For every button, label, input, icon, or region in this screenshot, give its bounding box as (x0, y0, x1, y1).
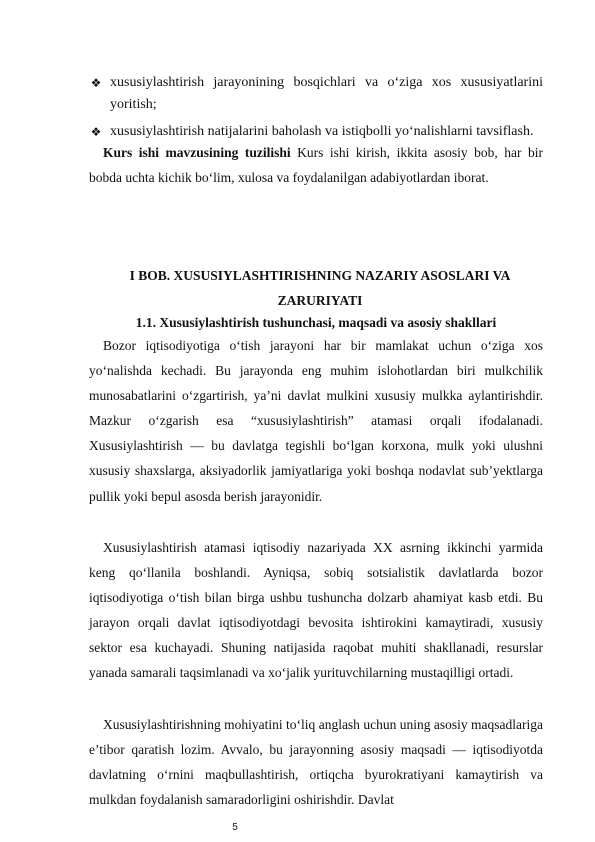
page-number: 5 (232, 822, 238, 833)
diamond-bullet-icon: ❖ (90, 76, 102, 90)
bullet-text: xususiylashtirish natijalarini baholash va istiqbolli yo‘nalishlarni tavsiflash. (110, 124, 534, 139)
chapter-title: I BOB. XUSUSIYLASHTIRISHNING NAZARIY ASOSLARI VA ZARURIYATI (129, 268, 511, 308)
bullet-text: xususiylashtirish jarayonining bosqichlari va o‘ziga xos xususiyatlarini (110, 75, 543, 90)
diamond-bullet-icon: ❖ (90, 125, 102, 139)
bullet-text-continuation: yoritish; (110, 97, 157, 112)
bullet-item (89, 72, 543, 116)
structure-paragraph (89, 140, 543, 190)
section-title: 1.1. Xususiylashtirish tushunchasi, maqsadi va asosiy shakllari (135, 315, 497, 330)
body-paragraph: Xususiylashtirish atamasi iqtisodiy nazariyada XX asrning ikkinchi yarmida keng qo‘llanila boshlandi. Ayniqsa, sobiq sotsialistik davlatlarda bozor iqtisodiyotiga o‘tish bilan birga ushbu tushuncha dolzarb ahamiyat kasb etdi. Bu jarayon orqali davlat iqtisodiyotdagi bevosita ishtirokini kamaytiradi, xususiy sektor esa kuchayadi. Shuning natijasida raqobat muhiti shakllanadi, resurslar yanada samarali taqsimlanadi va xo‘jalik yurituvchilarning mustaqilligi ortadi. (89, 540, 543, 681)
body-paragraph: Xususiylashtirishning mohiyatini to‘liq anglash uchun uning asosiy maqsadlariga e’tibor qaratish lozim. Avvalo, bu jarayonning asosiy maqsadi — iqtisodiyotda davlatning o‘rnini maqbullashtirish, ortiqcha byurokratiyani kamaytirish va mulkdan foydalanish samaradorligini oshirishdir. Davlat (89, 717, 543, 808)
structure-text: Kurs ishi kirish, ikkita asosiy bob, har bir bobda uchta kichik bo‘lim, xulosa va foydalanilgan adabiyotlardan iborat. (89, 145, 544, 186)
structure-label: Kurs ishi mavzusining tuzilishi (103, 145, 291, 160)
body-paragraph: Bozor iqtisodiyotiga o‘tish jarayoni har bir mamlakat uchun o‘ziga xos yo‘nalishda kechadi. Bu jarayonda eng muhim islohotlardan biri mulkchilik munosabatlarini o‘zgartirish, ya’ni davlat mulkini xususiy mulkka aylantirishdir. Mazkur o‘zgarish esa “xususiylashtirish” atamasi orqali ifodalanadi. Xususiylashtirish — bu davlatga tegishli bo‘lgan korxona, mulk yoki ulushni xususiy shaxslarga, aksiyadorlik jamiyatlariga yoki boshqa nodavlat sub’yektlarga pullik yoki bepul asosda berish jarayonidir. (89, 338, 543, 504)
